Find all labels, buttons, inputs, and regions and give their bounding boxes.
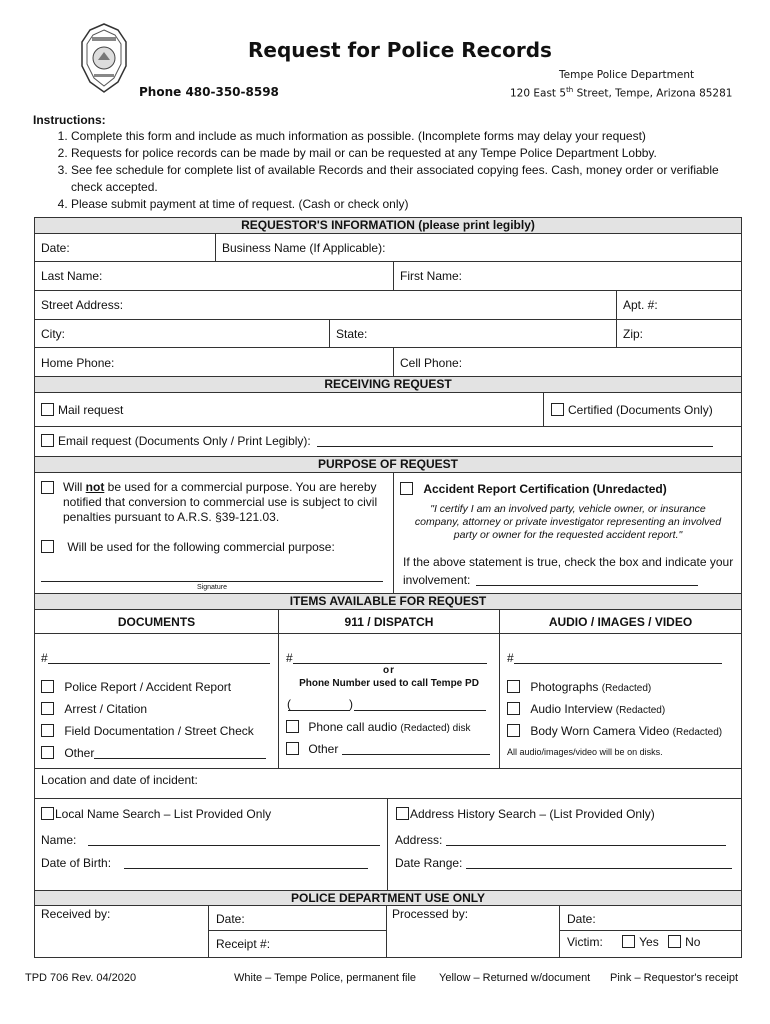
not-commercial-option[interactable] <box>41 480 386 525</box>
address-history-option[interactable] <box>396 807 655 821</box>
dispatch-or: or <box>383 665 395 676</box>
dispatch-other-checkbox[interactable] <box>286 742 299 755</box>
field-doc-label: Field Documentation / Street Check <box>64 724 254 738</box>
header-phone: Phone 480-350-8598 <box>139 85 279 99</box>
local-name-search-checkbox[interactable] <box>41 807 54 820</box>
audio-interview-note: (Redacted) <box>615 705 666 716</box>
last-name-field[interactable]: Last Name: <box>41 269 103 283</box>
col-documents-header: DOCUMENTS <box>117 615 196 629</box>
col-911-header: 911 / DISPATCH <box>344 615 434 629</box>
police-report-checkbox[interactable] <box>41 680 54 693</box>
commercial-option[interactable] <box>41 540 335 554</box>
police-report-label: Police Report / Accident Report <box>64 680 232 694</box>
phone-audio-note: (Redacted) disk <box>400 723 471 734</box>
search-name-field[interactable] <box>41 833 380 847</box>
dispatch-other-label: Other <box>308 742 339 756</box>
doc-option-field-doc[interactable] <box>41 724 254 738</box>
doc-option-police-report[interactable] <box>41 680 231 694</box>
av-hash: # <box>507 651 514 665</box>
street-address-field[interactable]: Street Address: <box>41 298 124 312</box>
location-date-field[interactable]: Location and date of incident: <box>41 773 198 787</box>
local-name-search-label: Local Name Search – List Provided Only <box>55 807 272 821</box>
accident-cert-note <box>403 553 735 589</box>
search-date-range-label: Date Range: <box>395 856 463 870</box>
victim-label: Victim: <box>567 935 603 949</box>
instructions-heading: Instructions: <box>33 113 106 127</box>
dispatch-other-option[interactable] <box>286 742 490 756</box>
instruction-item: 4. Please submit payment at time of request. (Cash or check only) <box>71 196 733 213</box>
receipt-field[interactable]: Receipt #: <box>216 937 271 951</box>
dept-use-header: POLICE DEPARTMENT USE ONLY <box>35 891 741 905</box>
signature-caption: Signature <box>197 584 227 591</box>
accident-cert-note-text: If the above statement is true, check the box and indicate your involvement: <box>403 555 734 587</box>
victim-field <box>567 935 700 949</box>
dispatch-number-field[interactable] <box>286 651 487 665</box>
instruction-item: 2. Requests for police records can be made by mail or can be requested at any Tempe Police Department Lobby. <box>71 145 733 162</box>
search-address-label: Address: <box>395 833 443 847</box>
processed-by-field[interactable]: Processed by: <box>392 907 469 921</box>
email-request-checkbox[interactable] <box>41 434 54 447</box>
av-option-audio[interactable] <box>507 702 665 716</box>
col-av-header: AUDIO / IMAGES / VIDEO <box>548 615 693 629</box>
doc-other-label: Other <box>64 746 95 760</box>
police-badge-logo <box>78 22 130 94</box>
arrest-checkbox[interactable] <box>41 702 54 715</box>
copy-pink: Pink – Requestor's receipt <box>610 972 739 984</box>
city-field[interactable]: City: <box>41 327 65 341</box>
receiving-header: RECEIVING REQUEST <box>35 377 741 392</box>
items-header: ITEMS AVAILABLE FOR REQUEST <box>35 594 741 609</box>
photos-note: (Redacted) <box>601 683 652 694</box>
victim-yes-checkbox[interactable] <box>622 935 635 948</box>
search-dob-label: Date of Birth: <box>41 856 112 870</box>
received-by-field[interactable]: Received by: <box>41 907 111 921</box>
field-doc-checkbox[interactable] <box>41 724 54 737</box>
header-address: 120 East 5th Street, Tempe, Arizona 85281 <box>510 86 733 100</box>
bwc-video-note: (Redacted) <box>672 727 723 738</box>
email-line[interactable] <box>317 435 713 447</box>
state-field[interactable]: State: <box>336 327 368 341</box>
header-department: Tempe Police Department <box>559 69 695 81</box>
mail-request-option[interactable] <box>41 403 123 417</box>
not-commercial-emph: not <box>85 480 105 494</box>
phone-audio-option[interactable] <box>286 720 470 734</box>
commercial-label: Will be used for the following commercial purpose: <box>67 540 335 554</box>
search-date-range-field[interactable] <box>395 856 732 870</box>
instructions <box>33 112 733 213</box>
cell-phone-field[interactable]: Cell Phone: <box>400 356 463 370</box>
phone-used-label: Phone Number used to call Tempe PD <box>299 678 479 689</box>
dispatch-hash: # <box>286 651 293 665</box>
first-name-field[interactable]: First Name: <box>400 269 463 283</box>
doc-option-arrest[interactable] <box>41 702 147 716</box>
phone-audio-label: Phone call audio <box>308 720 398 734</box>
date-field[interactable]: Date: <box>41 241 70 255</box>
av-option-photos[interactable] <box>507 680 651 694</box>
zip-field[interactable]: Zip: <box>623 327 644 341</box>
signature-line[interactable] <box>41 570 383 582</box>
home-phone-field[interactable]: Home Phone: <box>41 356 115 370</box>
certified-option[interactable] <box>551 403 713 417</box>
instructions-list <box>33 128 733 213</box>
phone-used-field[interactable]: ( ) <box>288 698 486 712</box>
certified-checkbox[interactable] <box>551 403 564 416</box>
not-commercial-pre: Will <box>63 480 86 494</box>
certified-label: Certified (Documents Only) <box>568 403 713 417</box>
copy-yellow: Yellow – Returned w/document <box>439 972 591 984</box>
business-name-field[interactable]: Business Name (If Applicable): <box>222 241 386 255</box>
search-dob-field[interactable] <box>41 856 368 870</box>
phone-audio-checkbox[interactable] <box>286 720 299 733</box>
docs-number-field[interactable] <box>41 651 270 665</box>
photos-label: Photographs <box>530 680 599 694</box>
victim-yes-label: Yes <box>639 935 659 949</box>
victim-no-label: No <box>685 935 701 949</box>
address-history-label: Address History Search – (List Provided Only) <box>410 807 655 821</box>
doc-other-checkbox[interactable] <box>41 746 54 759</box>
victim-no-checkbox[interactable] <box>668 935 681 948</box>
email-request-option[interactable] <box>41 434 713 448</box>
commercial-checkbox[interactable] <box>41 540 54 553</box>
email-request-label: Email request (Documents Only / Print Legibly): <box>58 434 311 448</box>
requestor-header: REQUESTOR'S INFORMATION (please print legibly) <box>35 218 741 233</box>
purpose-header: PURPOSE OF REQUEST <box>35 457 741 472</box>
accident-cert-option[interactable] <box>400 482 667 496</box>
instruction-item: 1. Complete this form and include as much information as possible. (Incomplete forms may delay your request) <box>71 128 733 145</box>
involvement-line[interactable] <box>476 574 698 586</box>
audio-interview-checkbox[interactable] <box>507 702 520 715</box>
instruction-item: 3. See fee schedule for complete list of available Records and their associated copying fees. Cash, money order or verifiable check accepted. <box>71 162 733 196</box>
copy-white: White – Tempe Police, permanent file <box>234 972 416 984</box>
address-history-checkbox[interactable] <box>396 807 409 820</box>
av-option-bwc[interactable] <box>507 724 722 738</box>
page-title: Request for Police Records <box>248 38 552 62</box>
photos-checkbox[interactable] <box>507 680 520 693</box>
dept-date2-field[interactable]: Date: <box>567 912 596 926</box>
av-disk-note: All audio/images/video will be on disks. <box>507 747 663 757</box>
docs-hash: # <box>41 651 48 665</box>
mail-request-checkbox[interactable] <box>41 403 54 416</box>
not-commercial-text: be used for a commercial purpose. You are hereby notified that conversion to commercial use is subject to civil penalties pursuant to A.R.S. §39-121.03. <box>63 480 378 524</box>
accident-cert-quote: "I certify I am an involved party, vehicle owner, or insurance company, attorney or private investigator representing an involved party or owner for the requested accident report." <box>414 503 722 541</box>
dept-date-field[interactable]: Date: <box>216 912 245 926</box>
form-number: TPD 706 Rev. 04/2020 <box>25 972 137 984</box>
accident-cert-title: Accident Report Certification (Unredacted) <box>423 482 667 496</box>
arrest-label: Arrest / Citation <box>64 702 148 716</box>
mail-request-label: Mail request <box>58 403 124 417</box>
search-address-field[interactable] <box>395 833 726 847</box>
search-name-label: Name: <box>41 833 77 847</box>
accident-cert-checkbox[interactable] <box>400 482 413 495</box>
apt-field[interactable]: Apt. #: <box>623 298 658 312</box>
av-number-field[interactable] <box>507 651 722 665</box>
bwc-video-checkbox[interactable] <box>507 724 520 737</box>
bwc-video-label: Body Worn Camera Video <box>530 724 670 738</box>
local-name-search-option[interactable] <box>41 807 271 821</box>
doc-option-other[interactable] <box>41 746 266 760</box>
audio-interview-label: Audio Interview <box>530 702 613 716</box>
not-commercial-checkbox[interactable] <box>41 481 54 494</box>
